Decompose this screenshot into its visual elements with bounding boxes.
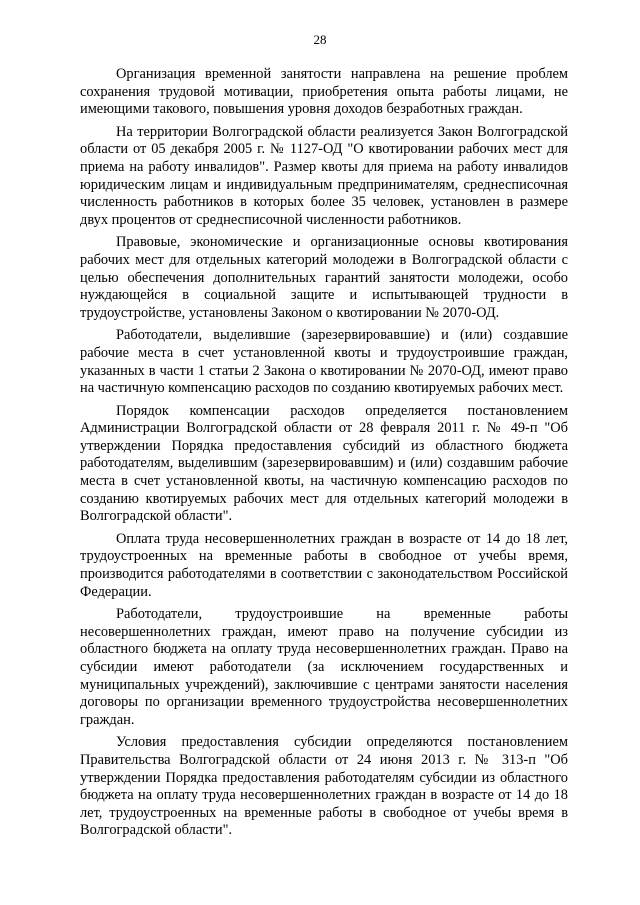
paragraph-minor-subsidy-right: Работодатели, трудоустроившие на временные работы несовершеннолетних граждан, имеют право на получение субсидии из областного бюджета на оплату труда несовершеннолетних граждан. Право на субсидии имеют работодатели (за исключением государственных и муниципальных учреждений), заключившие с центрами занятости населения договоры по организации временного трудоустройства несовершеннолетних граждан. <box>80 606 568 728</box>
paragraph-employer-compensation-right: Работодатели, выделившие (зарезервировавшие) и (или) создавшие рабочие места в счет установленной квоты и трудоустроившие граждан, указанных в части 1 статьи 2 Закона о квотировании № 2070-ОД, имеют право на частичную компенсацию расходов по созданию квотируемых рабочих мест. <box>80 327 568 397</box>
document-body <box>80 66 568 845</box>
paragraph-minor-wages: Оплата труда несовершеннолетних граждан в возрасте от 14 до 18 лет, трудоустроенных на временные работы в свободное от учебы время, производится работодателями в соответствии с законодательством Российской Федерации. <box>80 530 568 600</box>
page-number: 28 <box>313 32 327 47</box>
paragraph-compensation-procedure: Порядок компенсации расходов определяется постановлением Администрации Волгоградской области от 28 февраля 2011 г. № 49-п "Об утверждении Порядка предоставления субсидий из областного бюджета работодателям, выделившим (зарезервировавшим) и (или) создавшим рабочие места в счет установленной квоты, на частичную компенсацию расходов по созданию квотируемых рабочих мест для отдельных категорий молодежи в Волгоградской области". <box>80 402 568 525</box>
paragraph-temporary-employment: Организация временной занятости направлена на решение проблем сохранения трудовой мотивации, приобретения опыта работы лицами, не имеющими такового, повышения уровня доходов безработных граждан. <box>80 66 568 118</box>
paragraph-subsidy-conditions: Условия предоставления субсидии определяются постановлением Правительства Волгоградской области от 24 июня 2013 г. № 313-п "Об утверждении Порядка предоставления работодателям субсидии из областного бюджета на оплату труда несовершеннолетних граждан в возрасте от 14 до 18 лет, трудоустроенных на временные работы в свободное от учебы время в Волгоградской области". <box>80 734 568 839</box>
paragraph-youth-quota-basis: Правовые, экономические и организационные основы квотирования рабочих мест для отдельных категорий молодежи в Волгоградской области с целью обеспечения дополнительных гарантий занятости молодежи, особо нуждающейся в социальной защите и испытывающей трудности в трудоустройстве, установлены Законом о квотировании № 2070-ОД. <box>80 234 568 321</box>
paragraph-disability-quota-law: На территории Волгоградской области реализуется Закон Волгоградской области от 05 декабря 2005 г. № 1127-ОД "О квотировании рабочих мест для приема на работу инвалидов". Размер квоты для приема на работу инвалидов юридическим лицам и индивидуальным предпринимателям, среднесписочная численность работников в которых более 35 человек, установлен в размере двух процентов от среднесписочной численности работников. <box>80 123 568 228</box>
